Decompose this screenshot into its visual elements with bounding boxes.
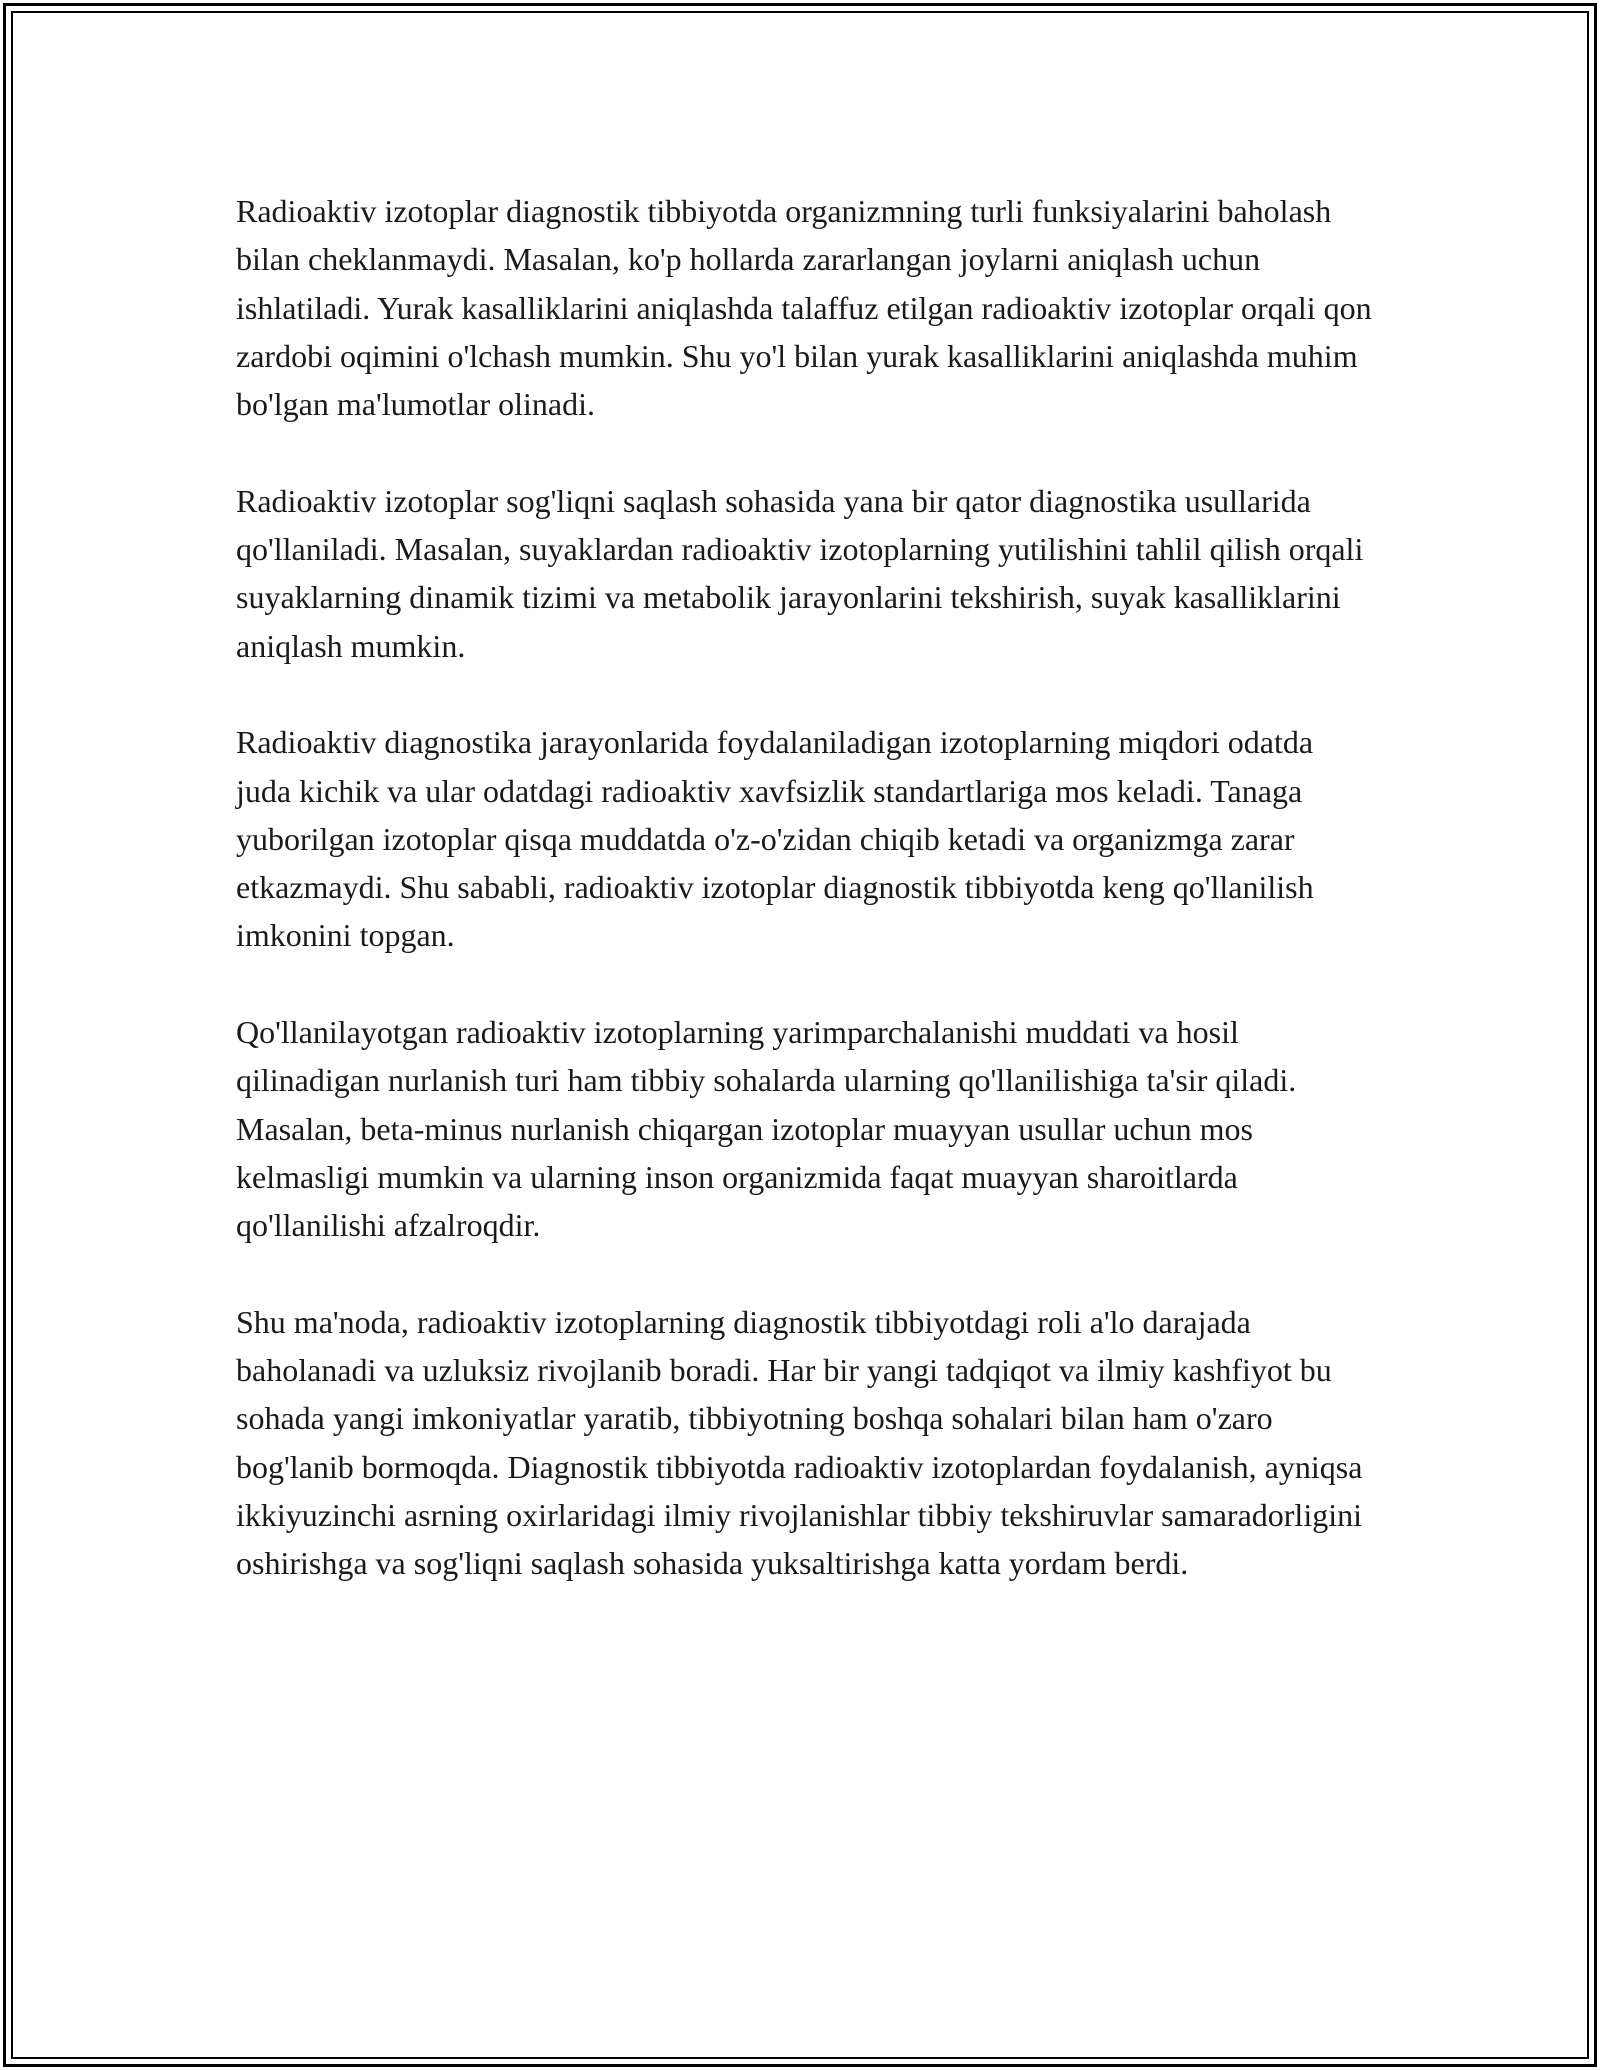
document-body bbox=[236, 187, 1376, 1636]
paragraph-2: Radioaktiv izotoplar sog'liqni saqlash sohasida yana bir qator diagnostika usullarida qo'llaniladi. Masalan, suyaklardan radioaktiv izotoplarning yutilishini tahlil qilish orqali suyaklarning dinamik tizimi va metabolik jarayonlarini tekshirish, suyak kasalliklarini aniqlash mumkin. bbox=[236, 482, 1364, 664]
paragraph-1: Radioaktiv izotoplar diagnostik tibbiyotda organizmning turli funksiyalarini baholash bilan cheklanmaydi. Masalan, ko'p hollarda zararlangan joylarni aniqlash uchun ishlatiladi. Yurak kasalliklarini aniqlashda talaffuz etilgan radioaktiv izotoplar orqali qon zardobi oqimini o'lchash mumkin. Shu yo'l bilan yurak kasalliklarini aniqlashda muhim bo'lgan ma'lumotlar olinadi. bbox=[236, 193, 1372, 423]
paragraph-4: Qo'llanilayotgan radioaktiv izotoplarning yarimparchalanishi muddati va hosil qilinadigan nurlanish turi ham tibbiy sohalarda ularning qo'llanilishiga ta'sir qiladi. Masalan, beta-minus nurlanish chiqargan izotoplar muayyan usullar uchun mos kelmasligi mumkin va ularning inson organizmida faqat muayyan sharoitlarda qo'llanilishi afzalroqdir. bbox=[236, 1014, 1297, 1244]
paragraph-5: Shu ma'noda, radioaktiv izotoplarning diagnostik tibbiyotdagi roli a'lo darajada baholanadi va uzluksiz rivojlanib boradi. Har bir yangi tadqiqot va ilmiy kashfiyot bu sohada yangi imkoniyatlar yaratib, tibbiyotning boshqa sohalari bilan ham o'zaro bog'lanib bormoqda. Diagnostik tibbiyotda radioaktiv izotoplardan foydalanish, ayniqsa ikkiyuzinchi asrning oxirlaridagi ilmiy rivojlanishlar tibbiy tekshiruvlar samaradorligini oshirishga va sog'liqni saqlash sohasida yuksaltirishga katta yordam berdi. bbox=[236, 1303, 1363, 1582]
paragraph-3: Radioaktiv diagnostika jarayonlarida foydalaniladigan izotoplarning miqdori odatda juda kichik va ular odatdagi radioaktiv xavfsizlik standartlariga mos keladi. Tanaga yuborilgan izotoplar qisqa muddatda o'z-o'zidan chiqib ketadi va organizmga zarar etkazmaydi. Shu sababli, radioaktiv izotoplar diagnostik tibbiyotda keng qo'llanilish imkonini topgan. bbox=[236, 724, 1314, 954]
